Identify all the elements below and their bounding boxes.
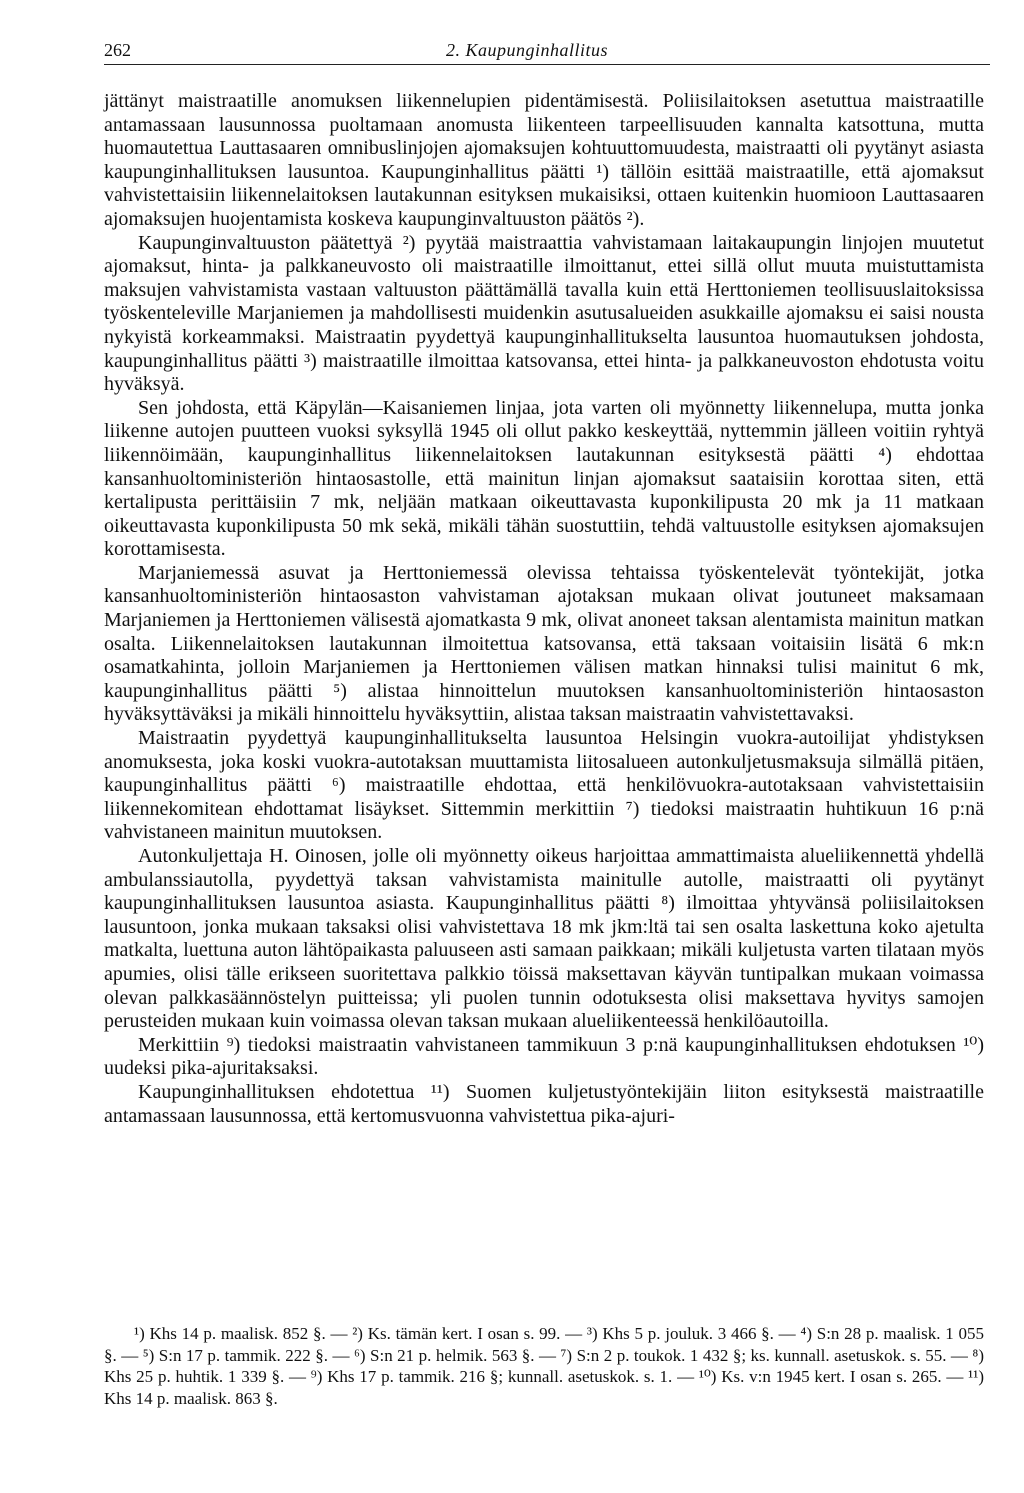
- section-title: 2. Kaupunginhallitus: [446, 40, 609, 60]
- running-header: [104, 40, 984, 70]
- header-rule: [104, 64, 990, 65]
- page-number: 262: [104, 40, 131, 60]
- paragraph: Maistraatin pyydettyä kaupunginhallitukselta lausuntoa Helsingin vuokra-autoilijat yhdistyksen anomuksesta, joka koski vuokra-autotaksan muuttamista liitosalueen autonkuljetusmaksuja silmällä pitäen, kaupunginhallitus päätti ⁶) maistraatille ehdottaa, että henkilövuokra-autotaksaan vahvistettaisiin liikennekomitean ehdottamat lisäykset. Sittemmin merkittiin ⁷) tiedoksi maistraatin huhtikuun 16 p:nä vahvistaneen mainitun muutoksen.: [104, 727, 984, 844]
- paragraph: Kaupunginvaltuuston päätettyä ²) pyytää maistraattia vahvistamaan laitakaupungin linjojen muutetut ajomaksut, hinta- ja palkkaneuvosto oli maistraatille ilmoittanut, ettei sillä ollut muuta muistuttamista maksujen vahvistamista vastaan valtuuston päättämällä tavalla kuin että Herttoniemen teollisuuslaitoksissa työskenteleville Marjaniemen ja mahdollisesti muidenkin asutusalueiden asukkaille ajomaksu ei saisi nousta nykyistä korkeammaksi. Maistraatin pyydettyä kaupunginhallitukselta lausuntoa huomautuksen johdosta, kaupunginhallitus päätti ³) maistraatille ilmoittaa katsovansa, ettei hinta- ja palkkaneuvoston ehdotusta voitu hyväksyä.: [104, 231, 984, 396]
- document-page: [104, 40, 984, 1408]
- footnote-block: ¹) Khs 14 p. maalisk. 852 §. — ²) Ks. tämän kert. I osan s. 99. — ³) Khs 5 p. jouluk. 3 466 §. — ⁴) S:n 28 p. maalisk. 1 055 §. — ⁵) S:n 17 p. tammik. 222 §. — ⁶) S:n 21 p. helmik. 563 §. — ⁷) S:n 2 p. toukok. 1 432 §; ks. kunnall. asetuskok. s. 55. — ⁸) Khs 25 p. huhtik. 1 339 §. — ⁹) Khs 17 p. tammik. 216 §; kunnall. asetuskok. s. 1. — ¹⁰) Ks. v:n 1945 kert. I osan s. 265. — ¹¹) Khs 14 p. maalisk. 863 §.: [104, 1324, 984, 1408]
- paragraph: Sen johdosta, että Käpylän—Kaisaniemen linjaa, jota varten oli myönnetty liikennelupa, mutta jonka liikenne autojen puutteen vuoksi syksyllä 1945 oli ollut pakko keskeyttää, nyttemmin jälleen voitiin ryhtyä liikennöimään, kaupunginhallitus liikennelaitoksen lautakunnan esityksestä päätti ⁴) ehdottaa kansanhuoltoministeriön hintaosastolle, että mainitun linjan ajomaksut saataisiin korottaa siten, että kertalipusta perittäisiin 7 mk, neljään matkaan oikeuttavasta kuponkilipusta 20 mk ja 11 matkaan oikeuttavasta kuponkilipusta 50 mk sekä, mikäli tähän suostuttiin, tehdä valtuustolle esityksen ajomaksujen korottamisesta.: [104, 396, 984, 561]
- paragraph: Kaupunginhallituksen ehdotettua ¹¹) Suomen kuljetustyöntekijäin liiton esityksestä maistraatille antamassaan lausunnossa, että kertomusvuonna vahvistettua pika-ajuri-: [104, 1080, 984, 1127]
- footnotes: [104, 1323, 984, 1409]
- paragraph: Marjaniemessä asuvat ja Herttoniemessä olevissa tehtaissa työskentelevät työntekijät, jotka kansanhuoltoministeriön hintaosaston vahvistaman ajotaksan mukaan olivat joutuneet maksamaan Marjaniemen ja Herttoniemen välisestä ajomatkasta 9 mk, olivat anoneet taksan alentamista mainitun matkan osalta. Liikennelaitoksen lautakunnan ilmoitettua katsovansa, että taksaan voitaisiin lisätä 6 mk:n osamatkahinta, jolloin Marjaniemen ja Herttoniemen välisen matkan hinnaksi tulisi mainitut 6 mk, kaupunginhallitus päätti ⁵) alistaa hinnoittelun muutoksen kansanhuoltoministeriön hintaosaston hyväksyttäväksi ja mikäli hinnoittelu hyväksyttiin, alistaa taksan maistraatin vahvistettavaksi.: [104, 561, 984, 726]
- paragraph: Autonkuljettaja H. Oinosen, jolle oli myönnetty oikeus harjoittaa ammattimaista alueliikennettä yhdellä ambulanssiautolla, pyydettyä taksan vahvistamista mainitulle autolle, maistraatti oli pyytänyt kaupunginhallituksen lausuntoa asiasta. Kaupunginhallitus päätti ⁸) ilmoittaa yhtyvänsä poliisilaitoksen lausuntoon, jonka mukaan taksaksi olisi vahvistettava 18 mk jkm:ltä tai sen osalta laskettuna koko ajetulta matkalta, luettuna auton lähtöpaikasta paluuseen asti samaan paikkaan; mikäli kuljetusta varten tilataan myös apumies, olisi tälle erikseen suoritettava palkkio töissä maksettavan käyvän tuntipalkan mukaan voimassa olevan palkkasäännöstelyn puitteissa; yli puolen tunnin odotuksesta olisi maksettava hyvitys samojen perusteiden mukaan kuin voimassa olevan taksan mukaan alueliikenteessä henkilöautoilla.: [104, 845, 984, 1033]
- paragraph: jättänyt maistraatille anomuksen liikennelupien pidentämisestä. Poliisilaitoksen asetuttua maistraatille antamassaan lausunnossa puoltamaan anomusta liikenteen tarpeellisuuden kannalta katsottuna, mutta huomautettua Lauttasaaren omnibuslinjojen ajomaksujen kohtuuttomuudesta, maistraatti oli pyytänyt asiasta kaupunginhallituksen lausuntoa. Kaupunginhallitus päätti ¹) tällöin esittää maistraatille, että ajomaksut vahvistettaisiin liikennelaitoksen lautakunnan esityksen mukaisiksi, ottaen kuitenkin huomioon Lauttasaaren ajomaksujen huojentamista koskeva kaupunginvaltuuston päätös ²).: [104, 90, 984, 230]
- body-text: [104, 90, 984, 1128]
- paragraph: Merkittiin ⁹) tiedoksi maistraatin vahvistaneen tammikuun 3 p:nä kaupunginhallituksen ehdotuksen ¹⁰) uudeksi pika-ajuritaksaksi.: [104, 1033, 984, 1080]
